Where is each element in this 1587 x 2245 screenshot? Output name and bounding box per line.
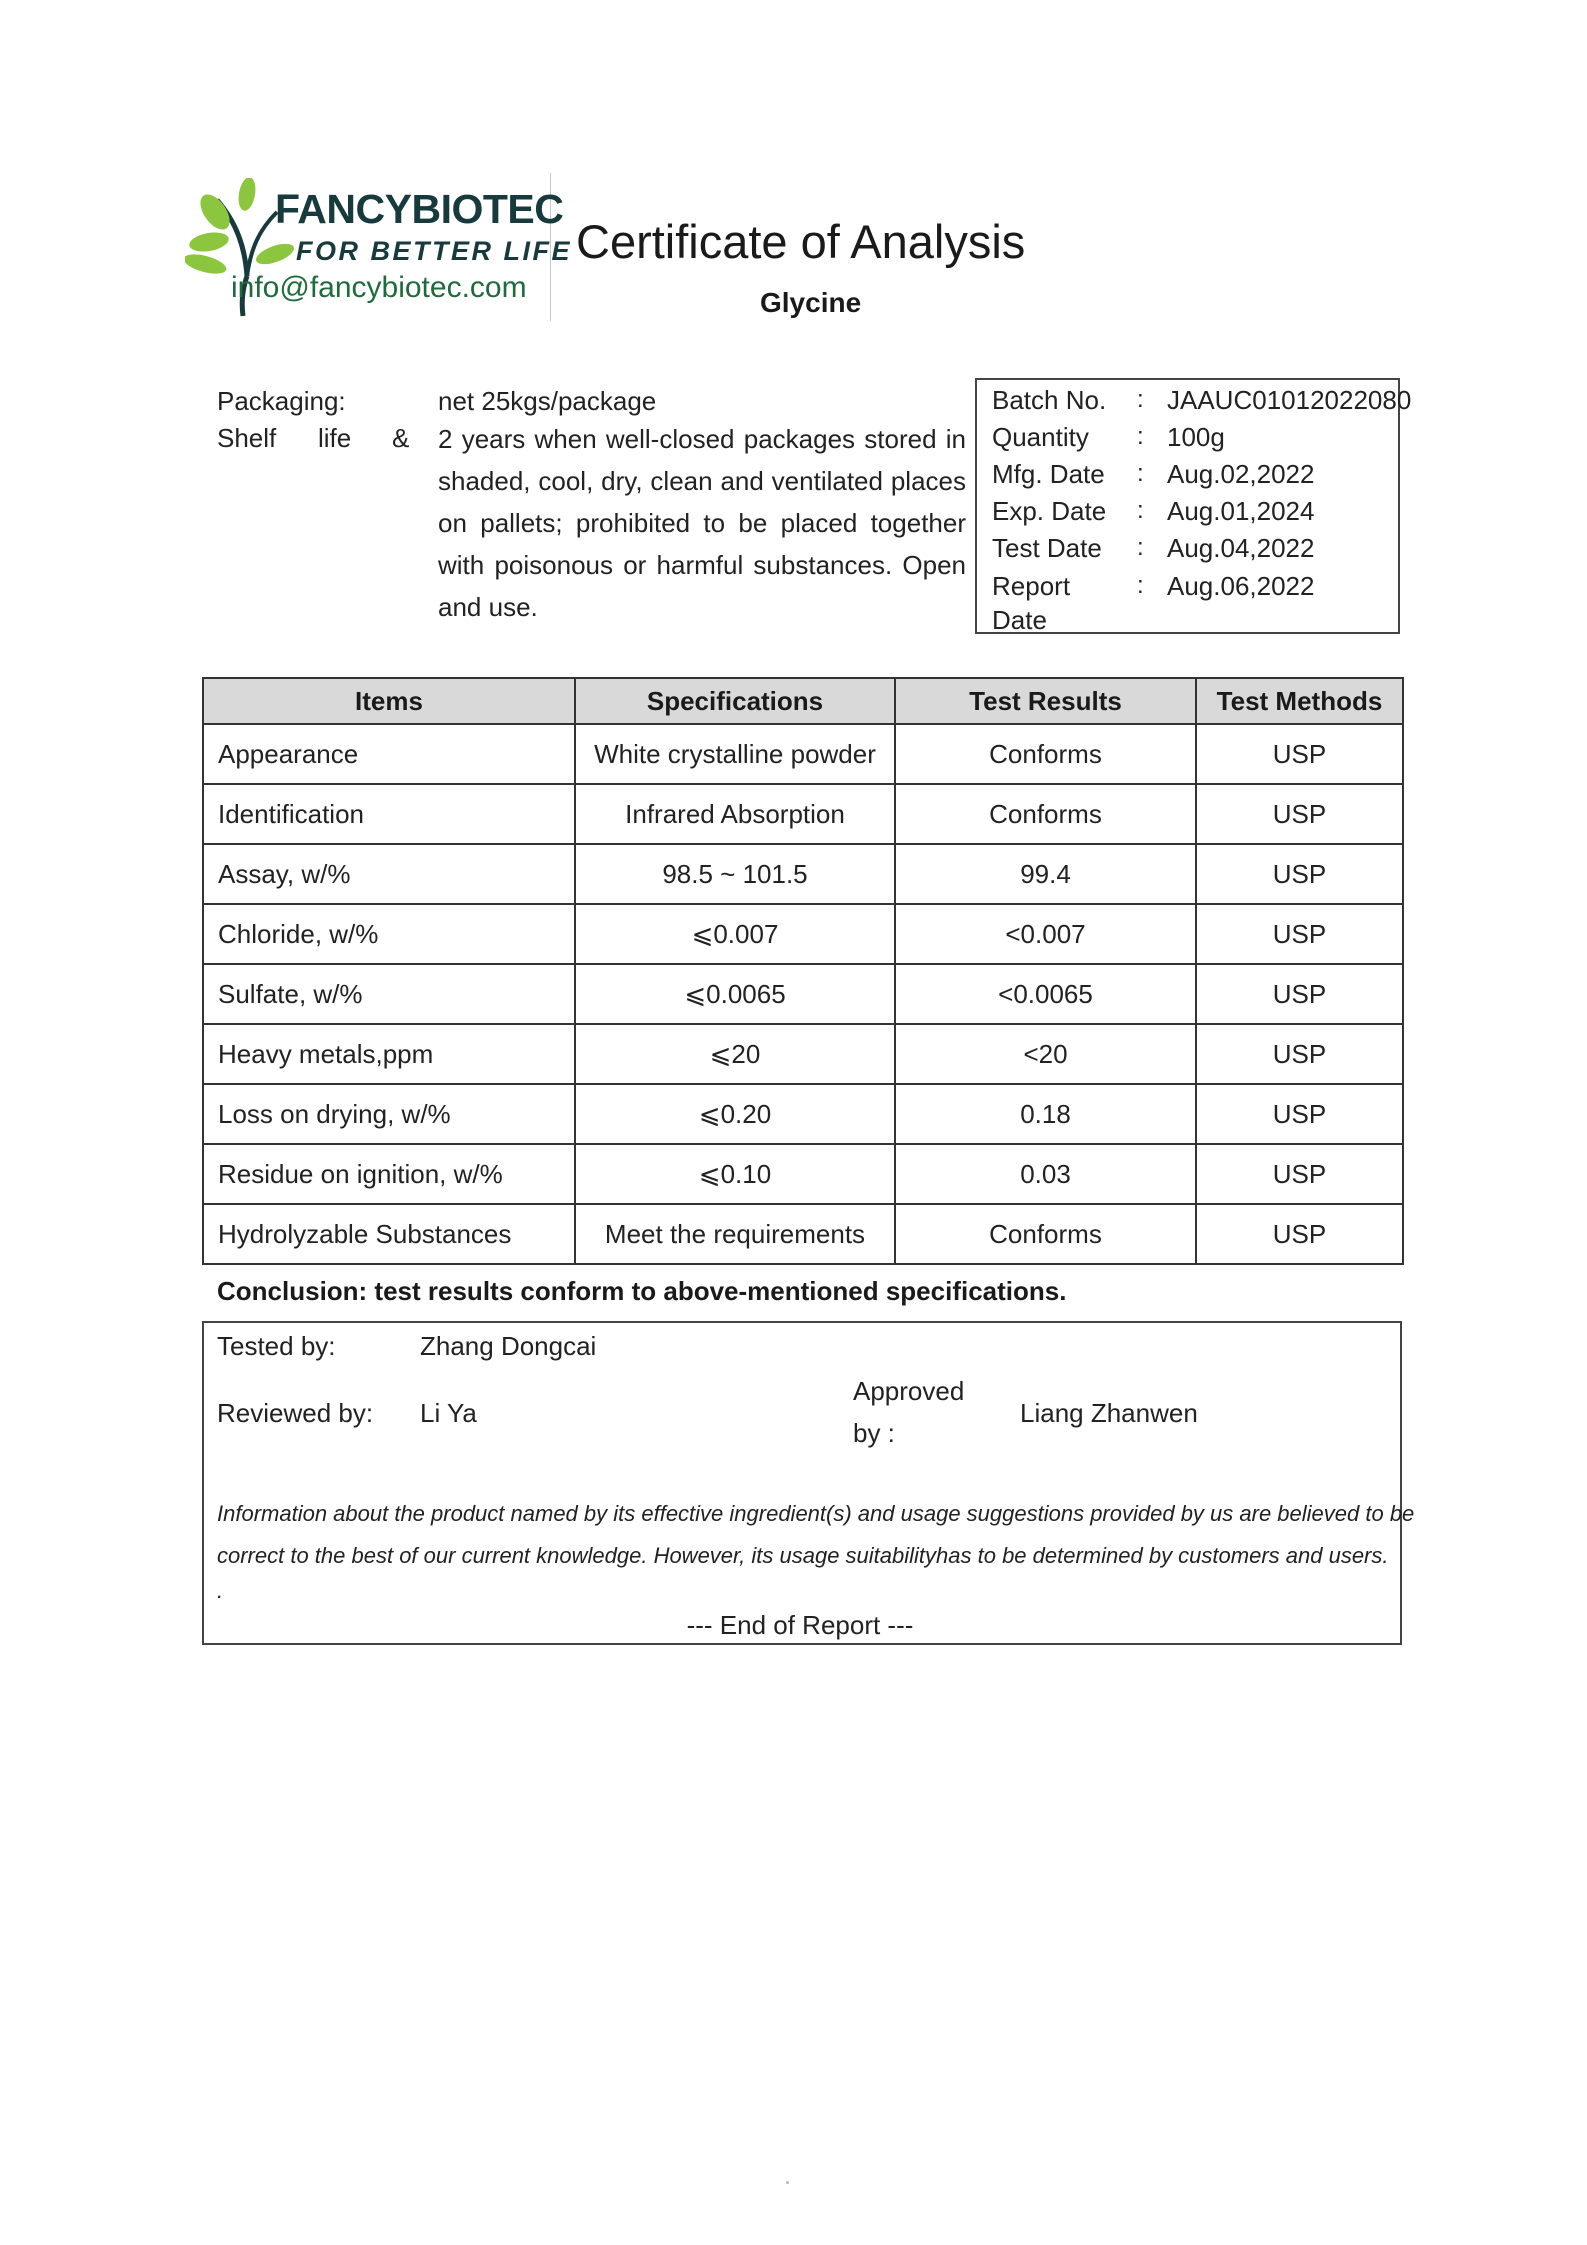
end-of-report: --- End of Report --- <box>686 1610 914 1640</box>
cell-test-result: <20 <box>895 1024 1196 1084</box>
cell-test-result: 0.03 <box>895 1144 1196 1204</box>
column-header-specifications: Specifications <box>575 678 895 724</box>
column-header-items: Items <box>203 678 575 724</box>
reviewed-by-name: Li Ya <box>420 1398 477 1428</box>
table-row <box>203 964 1403 1024</box>
batch-colon: : <box>1137 460 1144 487</box>
cell-test-result: Conforms <box>895 724 1196 784</box>
cell-item: Assay, w/% <box>203 844 575 904</box>
table-row <box>203 844 1403 904</box>
logo-wordmark: FANCYBIOTEC <box>275 186 564 232</box>
quantity-value: 100g <box>1167 422 1225 452</box>
report-date-value: Aug.06,2022 <box>1167 571 1315 601</box>
table-row <box>203 1084 1403 1144</box>
cell-test-result: <0.007 <box>895 904 1196 964</box>
batch-colon: : <box>1137 386 1144 413</box>
cell-test-method: USP <box>1196 724 1403 784</box>
table-row <box>203 724 1403 784</box>
report-date-label: Report <box>992 571 1071 601</box>
cell-test-method: USP <box>1196 1024 1403 1084</box>
table-row <box>203 784 1403 844</box>
conclusion-text: Conclusion: test results conform to above-mentioned specifications. <box>217 1276 1067 1306</box>
approved-by-label-cont: by : <box>853 1418 895 1448</box>
cell-specification: 98.5 ~ 101.5 <box>575 844 895 904</box>
cell-test-method: USP <box>1196 1084 1403 1144</box>
approved-by-label: Approved <box>853 1376 965 1406</box>
cell-item: Loss on drying, w/% <box>203 1084 575 1144</box>
exp-date-label: Exp. Date <box>992 496 1107 526</box>
cell-item: Sulfate, w/% <box>203 964 575 1024</box>
cell-test-method: USP <box>1196 784 1403 844</box>
batch-colon: : <box>1137 534 1144 561</box>
mfg-date-value: Aug.02,2022 <box>1167 459 1315 489</box>
cell-specification: ⩽0.20 <box>575 1084 895 1144</box>
cell-test-method: USP <box>1196 964 1403 1024</box>
cell-specification: White crystalline powder <box>575 724 895 784</box>
cell-test-result: 0.18 <box>895 1084 1196 1144</box>
signature-box <box>202 1321 1402 1645</box>
shelf-life-text: 2 years when well-closed packages stored in shaded, cool, dry, clean and ventilated places on pallets; prohibited to be placed together with poisonous or harmful substances. Open and use. <box>438 424 966 622</box>
cell-item: Heavy metals,ppm <box>203 1024 575 1084</box>
cell-test-method: USP <box>1196 1144 1403 1204</box>
cell-specification: ⩽20 <box>575 1024 895 1084</box>
disclaimer-dot: . <box>217 1578 224 1603</box>
results-table <box>202 677 1404 1265</box>
batch-no-value: JAAUC01012022080 <box>1167 385 1412 415</box>
quantity-label: Quantity <box>992 422 1089 452</box>
batch-colon: : <box>1137 423 1144 450</box>
packaging-value: net 25kgs/package <box>438 386 657 416</box>
cell-item: Chloride, w/% <box>203 904 575 964</box>
shelf-life-label-word: & <box>392 423 410 453</box>
table-header-row <box>203 678 1403 724</box>
logo-slogan: FOR BETTER LIFE <box>296 236 572 266</box>
table-row <box>203 904 1403 964</box>
table-row <box>203 1204 1403 1264</box>
product-name: Glycine <box>760 287 862 318</box>
reviewed-by-label: Reviewed by: <box>217 1398 374 1428</box>
table-row <box>203 1144 1403 1204</box>
batch-colon: : <box>1137 572 1144 599</box>
disclaimer-line-1: Information about the product named by its effective ingredient(s) and usage suggestions provided by us are believed to be <box>217 1501 1415 1526</box>
cell-specification: ⩽0.0065 <box>575 964 895 1024</box>
cell-test-method: USP <box>1196 844 1403 904</box>
shelf-life-label-word: life <box>318 423 352 453</box>
cell-specification: Infrared Absorption <box>575 784 895 844</box>
cell-test-method: USP <box>1196 1204 1403 1264</box>
cell-test-result: Conforms <box>895 1204 1196 1264</box>
cell-specification: ⩽0.007 <box>575 904 895 964</box>
cell-item: Appearance <box>203 724 575 784</box>
disclaimer-line-2: correct to the best of our current knowledge. However, its usage suitabilityhas to be determined by customers and users. <box>217 1543 1389 1568</box>
shelf-life-label-word: Shelf <box>217 423 277 453</box>
document-title: Certificate of Analysis <box>576 215 1026 268</box>
cell-test-method: USP <box>1196 904 1403 964</box>
column-header-test-results: Test Results <box>895 678 1196 724</box>
table-row <box>203 1024 1403 1084</box>
approved-by-name: Liang Zhanwen <box>1020 1398 1198 1428</box>
cell-specification: ⩽0.10 <box>575 1144 895 1204</box>
exp-date-value: Aug.01,2024 <box>1167 496 1315 526</box>
test-date-label: Test Date <box>992 533 1102 563</box>
mfg-date-label: Mfg. Date <box>992 459 1105 489</box>
cell-item: Identification <box>203 784 575 844</box>
packaging-label: Packaging: <box>217 386 346 416</box>
column-header-test-methods: Test Methods <box>1196 678 1403 724</box>
cell-item: Hydrolyzable Substances <box>203 1204 575 1264</box>
tested-by-label: Tested by: <box>217 1331 336 1361</box>
report-date-label-cont: Date <box>992 605 1047 635</box>
batch-no-label: Batch No. <box>992 385 1107 415</box>
cell-test-result: 99.4 <box>895 844 1196 904</box>
cell-specification: Meet the requirements <box>575 1204 895 1264</box>
contact-email: info@fancybiotec.com <box>231 271 527 304</box>
tested-by-name: Zhang Dongcai <box>420 1331 597 1361</box>
cell-test-result: Conforms <box>895 784 1196 844</box>
test-date-value: Aug.04,2022 <box>1167 533 1315 563</box>
page-speck <box>786 2181 789 2184</box>
cell-test-result: <0.0065 <box>895 964 1196 1024</box>
batch-colon: : <box>1137 497 1144 524</box>
cell-item: Residue on ignition, w/% <box>203 1144 575 1204</box>
